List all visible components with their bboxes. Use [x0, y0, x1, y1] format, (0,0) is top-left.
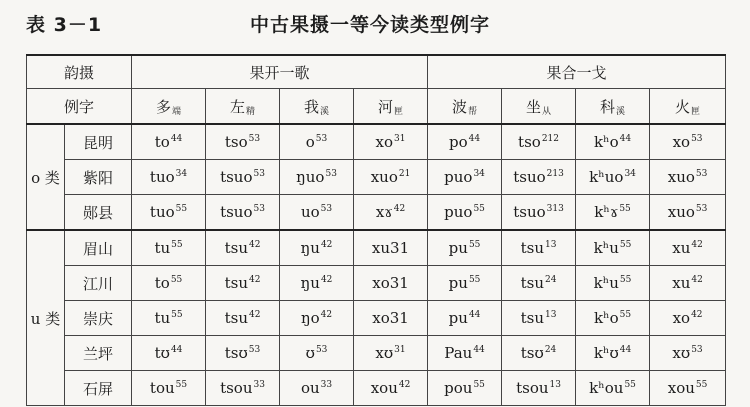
tone-value: 31	[394, 345, 406, 355]
reading-cell	[650, 124, 726, 160]
reading-base: kʰuo	[589, 168, 624, 186]
reading-base: Pau	[444, 344, 473, 362]
initial-label: 帮	[468, 106, 478, 117]
header-row-she	[27, 55, 726, 89]
tone-value: 55	[473, 204, 485, 214]
tone-value: 55	[171, 310, 183, 320]
reading-base: ou	[300, 379, 320, 397]
reading-base: ŋo	[300, 309, 320, 327]
reading-base: ŋu	[300, 239, 320, 257]
tone-value: 44	[619, 134, 632, 144]
reading-cell	[132, 195, 206, 231]
reading-cell	[354, 195, 428, 231]
tone-value: 55	[619, 240, 632, 250]
tone-value: 44	[473, 345, 485, 355]
tone-value: 53	[253, 204, 265, 214]
example-char-cell	[502, 89, 576, 125]
example-char-cell	[576, 89, 650, 125]
she-label: 韵摄	[27, 55, 132, 89]
tone-value: 42	[398, 380, 411, 390]
tone-value: 42	[320, 240, 333, 250]
reading-cell	[132, 301, 206, 336]
tone-value: 42	[320, 310, 333, 320]
reading-base: tsuo	[513, 168, 546, 186]
reading-base: tou	[149, 379, 175, 397]
tone-value: 42	[248, 310, 261, 320]
reading-cell	[206, 336, 280, 371]
example-char: 左	[230, 97, 246, 116]
tone-value: 44	[468, 310, 481, 320]
example-char-cell	[354, 89, 428, 125]
reading-base: puo	[444, 203, 473, 221]
tone-value: 13	[549, 380, 561, 390]
tone-value: 55	[619, 310, 632, 320]
tone-value: 53	[315, 345, 328, 355]
tone-value: 53	[320, 204, 333, 214]
place-name: 江川	[65, 266, 132, 301]
reading-cell	[206, 301, 280, 336]
tone-value: 33	[320, 380, 333, 390]
reading-base: kʰʊ	[593, 344, 619, 362]
table-row	[27, 266, 726, 301]
reading-base: tsʊ	[520, 344, 544, 362]
reading-base: to	[154, 274, 170, 292]
reading-base: xo	[672, 133, 691, 151]
reading-cell	[280, 301, 354, 336]
reading-base: tsou	[516, 379, 549, 397]
reading-cell	[576, 230, 650, 266]
reading-base: kʰɤ	[594, 203, 619, 221]
reading-cell	[206, 266, 280, 301]
table-row	[27, 371, 726, 406]
reading-cell	[650, 266, 726, 301]
tone-value: 55	[171, 240, 183, 250]
reading-cell	[650, 195, 726, 231]
tone-value: 53	[695, 204, 708, 214]
tone-value: 21	[398, 169, 411, 179]
reading-cell	[428, 301, 502, 336]
tone-value: 212	[541, 134, 559, 144]
place-name: 兰坪	[65, 336, 132, 371]
group-label: u 类	[27, 230, 65, 406]
example-char: 我	[304, 97, 320, 116]
reading-base: to	[154, 133, 170, 151]
table-caption	[0, 10, 750, 40]
example-char-cell	[132, 89, 206, 125]
reading-cell	[502, 195, 576, 231]
reading-base: xuo	[370, 168, 398, 186]
reading-base: xou	[370, 379, 398, 397]
table-row	[27, 230, 726, 266]
reading-cell	[502, 230, 576, 266]
reading-cell	[502, 160, 576, 195]
reading-cell	[206, 230, 280, 266]
reading-base: kʰo	[594, 309, 619, 327]
reading-cell	[576, 371, 650, 406]
reading-base: tsu	[224, 274, 248, 292]
tone-value: 53	[325, 169, 337, 179]
reading-base: xo31	[372, 309, 409, 327]
tone-value: 42	[691, 240, 703, 250]
example-char: 科	[600, 97, 616, 116]
reading-cell	[206, 160, 280, 195]
reading-cell	[354, 301, 428, 336]
reading-cell	[576, 266, 650, 301]
reading-base: tso	[518, 133, 541, 151]
example-char: 波	[452, 97, 468, 116]
reading-cell	[280, 371, 354, 406]
table-row	[27, 195, 726, 231]
reading-cell	[132, 160, 206, 195]
place-name: 郧县	[65, 195, 132, 231]
reading-base: tsou	[220, 379, 253, 397]
reading-cell	[576, 160, 650, 195]
reading-cell	[132, 336, 206, 371]
tone-value: 53	[695, 169, 708, 179]
reading-base: o	[305, 133, 315, 151]
reading-cell	[280, 266, 354, 301]
reading-cell	[502, 301, 576, 336]
reading-base: ʊ	[305, 344, 315, 362]
tone-value: 44	[170, 134, 183, 144]
reading-cell	[354, 230, 428, 266]
reading-cell	[206, 195, 280, 231]
example-char-cell	[206, 89, 280, 125]
reading-cell	[354, 124, 428, 160]
reading-base: pu	[448, 274, 468, 292]
reading-base: puo	[444, 168, 473, 186]
tone-value: 42	[393, 204, 406, 214]
reading-cell	[428, 336, 502, 371]
reading-base: pu	[448, 239, 468, 257]
reading-base: xo	[672, 309, 691, 327]
reading-cell	[650, 336, 726, 371]
reading-base: xuo	[667, 168, 695, 186]
tone-value: 44	[170, 345, 183, 355]
tone-value: 53	[253, 169, 265, 179]
table-row	[27, 160, 726, 195]
reading-base: tu	[154, 239, 171, 257]
reading-base: kʰu	[593, 239, 619, 257]
tone-value: 53	[691, 345, 703, 355]
example-char-cell	[650, 89, 726, 125]
reading-cell	[650, 301, 726, 336]
table-row	[27, 124, 726, 160]
place-name: 紫阳	[65, 160, 132, 195]
initial-label: 匣	[691, 106, 701, 117]
tone-value: 44	[619, 345, 632, 355]
reading-cell	[576, 301, 650, 336]
initial-label: 溪	[616, 106, 626, 117]
tone-value: 55	[170, 275, 183, 285]
tone-value: 55	[175, 380, 188, 390]
reading-base: tso	[224, 133, 248, 151]
reading-cell	[132, 124, 206, 160]
reading-cell	[354, 160, 428, 195]
tone-value: 55	[468, 275, 481, 285]
tone-value: 24	[545, 275, 557, 285]
reading-cell	[354, 266, 428, 301]
reading-base: xu31	[371, 239, 410, 257]
reading-base: xou	[667, 379, 695, 397]
reading-base: xɤ	[375, 203, 393, 221]
reading-base: xʊ	[672, 344, 691, 362]
reading-base: tuo	[149, 203, 175, 221]
tone-value: 313	[546, 204, 564, 214]
table-row	[27, 301, 726, 336]
reading-base: tsuo	[220, 203, 253, 221]
reading-cell	[650, 230, 726, 266]
tone-value: 34	[473, 169, 485, 179]
reading-base: pu	[448, 309, 468, 327]
reading-base: tuo	[149, 168, 175, 186]
tone-value: 53	[315, 134, 328, 144]
tone-value: 34	[175, 169, 188, 179]
reading-base: xo	[375, 133, 394, 151]
reading-base: xuo	[667, 203, 695, 221]
reading-base: tu	[154, 309, 171, 327]
reading-cell	[428, 195, 502, 231]
reading-base: tʊ	[154, 344, 170, 362]
tone-value: 55	[468, 240, 481, 250]
reading-base: tsuo	[220, 168, 253, 186]
reading-cell	[576, 195, 650, 231]
initial-label: 精	[246, 106, 256, 117]
reading-base: xo31	[372, 274, 409, 292]
reading-cell	[650, 160, 726, 195]
example-char: 河	[378, 97, 394, 116]
group-he: 果合一戈	[428, 55, 726, 89]
reading-cell	[650, 371, 726, 406]
tone-value: 42	[320, 275, 333, 285]
reading-base: xu	[672, 274, 691, 292]
place-name: 眉山	[65, 230, 132, 266]
tone-value: 55	[624, 380, 636, 390]
reading-base: xʊ	[375, 344, 394, 362]
reading-base: tsu	[224, 309, 248, 327]
tone-value: 213	[546, 169, 564, 179]
reading-base: tsuo	[513, 203, 546, 221]
reading-cell	[428, 371, 502, 406]
place-name: 昆明	[65, 124, 132, 160]
reading-cell	[428, 266, 502, 301]
reading-cell	[428, 230, 502, 266]
tone-value: 55	[619, 204, 631, 214]
example-char: 坐	[526, 97, 542, 116]
reading-cell	[280, 124, 354, 160]
tone-value: 42	[248, 240, 261, 250]
reading-cell	[502, 266, 576, 301]
example-label: 例字	[27, 89, 132, 125]
reading-cell	[576, 336, 650, 371]
header-row-chars	[27, 89, 726, 125]
reading-cell	[280, 230, 354, 266]
example-char: 火	[675, 97, 691, 116]
reading-base: ŋuo	[296, 168, 325, 186]
tone-value: 42	[691, 310, 703, 320]
tone-value: 24	[544, 345, 557, 355]
tone-value: 34	[624, 169, 636, 179]
example-char-cell	[428, 89, 502, 125]
initial-label: 端	[172, 106, 182, 117]
tone-value: 53	[691, 134, 703, 144]
table-number: 表 3－1	[26, 14, 103, 36]
example-char: 多	[156, 97, 172, 116]
tone-value: 13	[545, 240, 557, 250]
reading-cell	[206, 124, 280, 160]
reading-base: pou	[444, 379, 473, 397]
reading-cell	[428, 124, 502, 160]
reading-cell	[132, 371, 206, 406]
reading-cell	[428, 160, 502, 195]
dialect-table	[26, 54, 726, 406]
tone-value: 55	[473, 380, 485, 390]
reading-base: kʰu	[593, 274, 619, 292]
tone-value: 53	[248, 345, 261, 355]
tone-value: 53	[248, 134, 261, 144]
reading-base: uo	[300, 203, 320, 221]
tone-value: 33	[253, 380, 265, 390]
reading-base: tsu	[520, 274, 544, 292]
reading-cell	[280, 336, 354, 371]
reading-base: tsʊ	[224, 344, 248, 362]
reading-base: kʰo	[594, 133, 619, 151]
reading-cell	[206, 371, 280, 406]
tone-value: 44	[468, 134, 481, 144]
tone-value: 55	[619, 275, 632, 285]
reading-cell	[354, 371, 428, 406]
tone-value: 31	[394, 134, 406, 144]
reading-cell	[502, 124, 576, 160]
example-char-cell	[280, 89, 354, 125]
reading-cell	[132, 266, 206, 301]
reading-cell	[502, 371, 576, 406]
tone-value: 13	[545, 310, 557, 320]
reading-cell	[354, 336, 428, 371]
place-name: 石屏	[65, 371, 132, 406]
table-row	[27, 336, 726, 371]
group-kai: 果开一歌	[132, 55, 428, 89]
initial-label: 匣	[394, 106, 404, 117]
place-name: 崇庆	[65, 301, 132, 336]
reading-base: kʰou	[589, 379, 624, 397]
reading-cell	[576, 124, 650, 160]
reading-base: ŋu	[300, 274, 320, 292]
reading-cell	[280, 160, 354, 195]
initial-label: 溪	[320, 106, 330, 117]
reading-base: tsu	[520, 309, 544, 327]
reading-cell	[280, 195, 354, 231]
initial-label: 从	[542, 106, 552, 117]
tone-value: 42	[248, 275, 261, 285]
tone-value: 42	[691, 275, 703, 285]
reading-cell	[132, 230, 206, 266]
group-label: o 类	[27, 124, 65, 230]
reading-base: po	[448, 133, 468, 151]
reading-base: xu	[672, 239, 691, 257]
tone-value: 55	[695, 380, 708, 390]
table-title: 中古果摄一等今读类型例字	[250, 14, 491, 36]
reading-base: tsu	[224, 239, 248, 257]
tone-value: 55	[175, 204, 188, 214]
reading-base: tsu	[520, 239, 544, 257]
reading-cell	[502, 336, 576, 371]
